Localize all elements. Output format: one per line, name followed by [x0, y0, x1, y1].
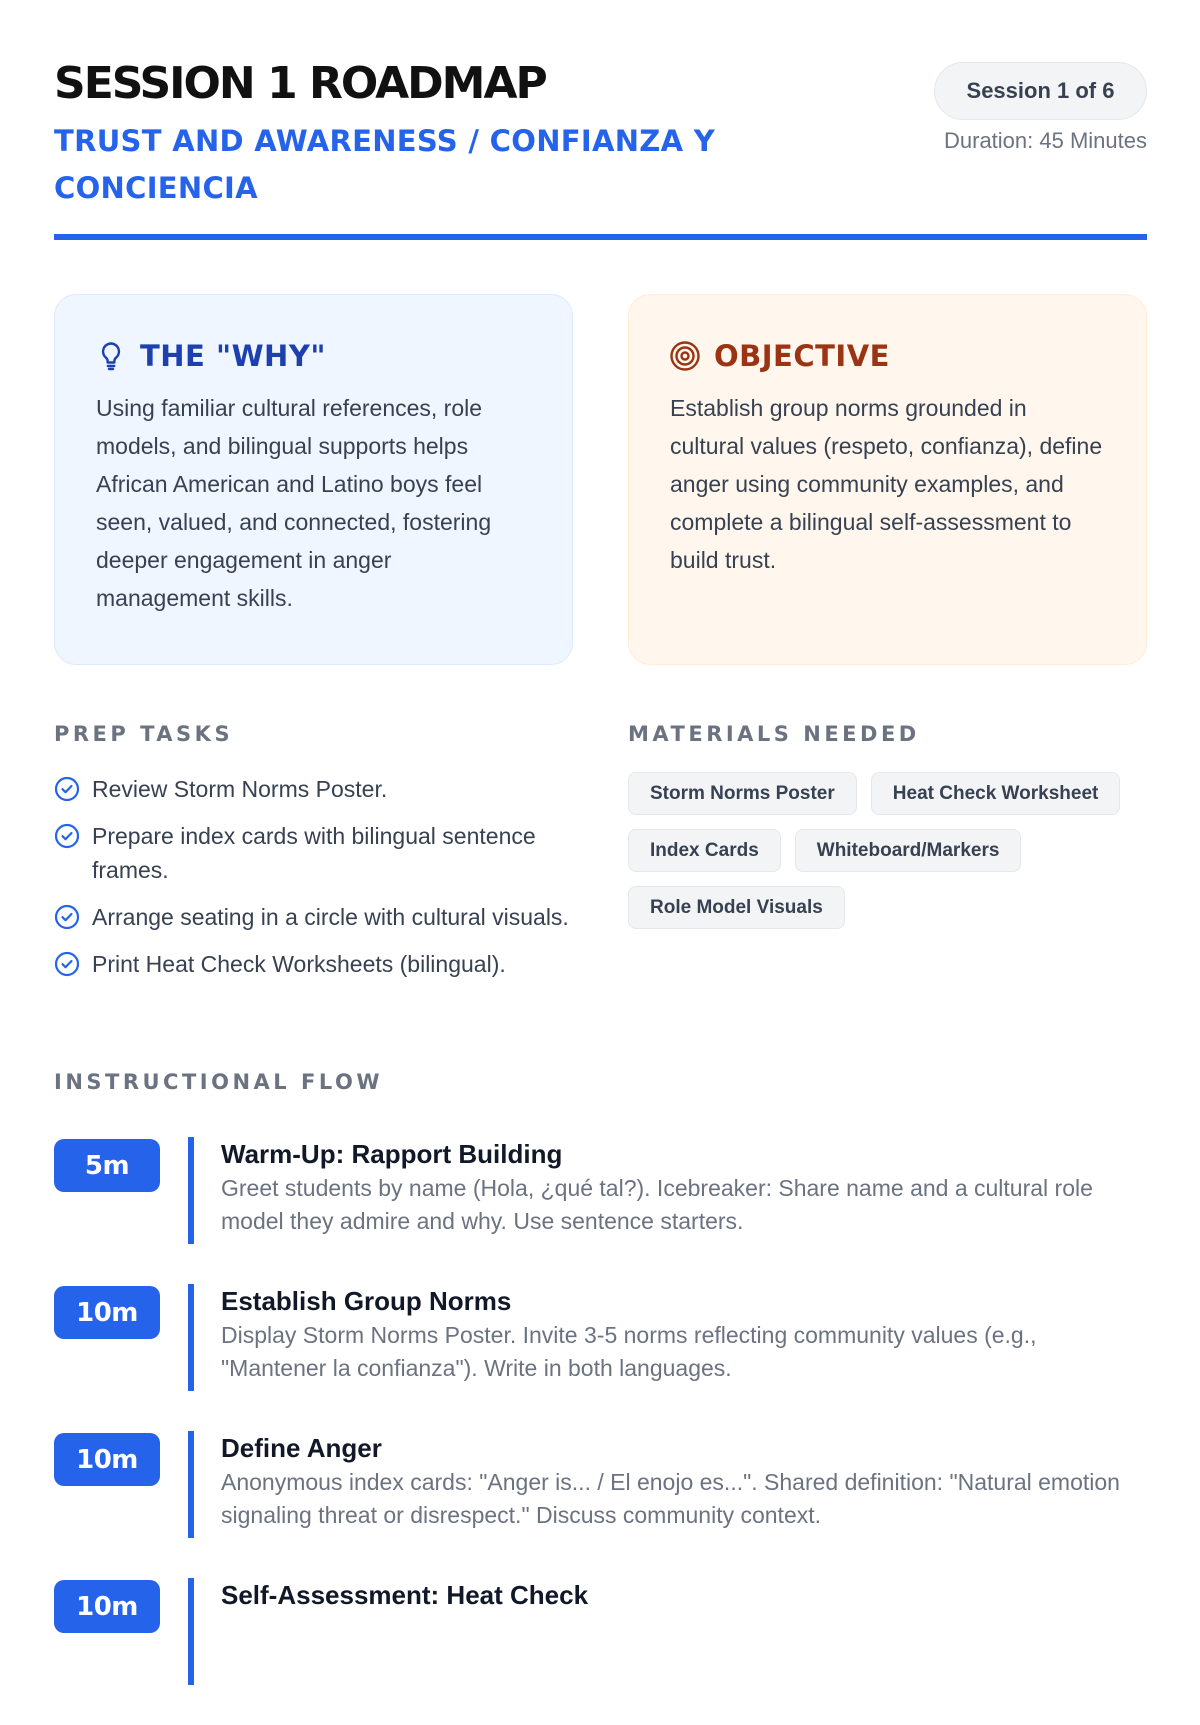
flow-step-content — [221, 1284, 1147, 1385]
instructional-flow — [54, 1137, 1147, 1725]
why-card-title: THE "WHY" — [140, 339, 326, 373]
page-title: SESSION 1 ROADMAP — [54, 58, 546, 109]
flow-step-description: Greet students by name (Hola, ¿qué tal?). Icebreaker: Share name and a cultural role model they admire and why. Use sentence starters. — [221, 1175, 1093, 1234]
flow-step-bar — [188, 1431, 194, 1538]
session-roadmap-page — [54, 0, 1147, 1622]
objective-card-header — [670, 337, 1106, 375]
flow-step — [54, 1284, 1147, 1431]
flow-step-bar — [188, 1284, 194, 1391]
page-subtitle: TRUST AND AWARENESS / CONFIANZA Y CONCIENCIA — [54, 124, 716, 205]
objective-card-title: OBJECTIVE — [714, 339, 890, 373]
target-icon — [670, 341, 700, 371]
flow-step-title: Define Anger — [221, 1433, 382, 1463]
flow-step-title: Self-Assessment: Heat Check — [221, 1580, 589, 1610]
flow-step — [54, 1431, 1147, 1578]
flow-step-title: Establish Group Norms — [221, 1286, 512, 1316]
time-badge: 5m — [54, 1139, 160, 1192]
material-tag: Whiteboard/Markers — [795, 829, 1022, 872]
material-tag: Index Cards — [628, 829, 781, 872]
check-circle-icon — [54, 904, 80, 930]
materials-label: MATERIALS NEEDED — [628, 722, 920, 746]
time-badge: 10m — [54, 1580, 160, 1633]
why-card — [54, 294, 573, 665]
session-badge: Session 1 of 6 — [934, 62, 1147, 120]
prep-task-text: Prepare index cards with bilingual sentence frames. — [92, 823, 536, 883]
check-circle-icon — [54, 951, 80, 977]
flow-step-title: Warm-Up: Rapport Building — [221, 1139, 563, 1169]
header-divider — [54, 234, 1147, 240]
flow-step-bar — [188, 1578, 194, 1685]
why-card-body: Using familiar cultural references, role models, and bilingual supports helps African American and Latino boys feel seen, valued, and connected, fostering deeper engagement in anger management skills. — [96, 395, 492, 611]
flow-step-content — [221, 1578, 1147, 1613]
prep-tasks-label: PREP TASKS — [54, 722, 234, 746]
time-badge: 10m — [54, 1286, 160, 1339]
material-tag: Heat Check Worksheet — [871, 772, 1121, 815]
objective-card-body: Establish group norms grounded in cultural values (respeto, confianza), define anger using community examples, and complete a bilingual self-assessment to build trust. — [670, 395, 1103, 573]
flow-step-content — [221, 1137, 1147, 1238]
prep-task-text: Print Heat Check Worksheets (bilingual). — [92, 951, 506, 977]
material-tag: Role Model Visuals — [628, 886, 845, 929]
prep-task-text: Arrange seating in a circle with cultural visuals. — [92, 904, 569, 930]
flow-step — [54, 1137, 1147, 1284]
prep-task-item — [54, 900, 594, 934]
duration-text: Duration: 45 Minutes — [944, 128, 1147, 153]
prep-task-item — [54, 772, 594, 806]
flow-step-description: Display Storm Norms Poster. Invite 3-5 norms reflecting community values (e.g., "Mantener la confianza"). Write in both languages. — [221, 1322, 1037, 1381]
prep-task-list — [54, 772, 594, 994]
flow-step-bar — [188, 1137, 194, 1244]
why-card-header — [96, 337, 532, 375]
header — [54, 58, 1147, 240]
lightbulb-icon — [96, 341, 126, 371]
time-badge: 10m — [54, 1433, 160, 1486]
check-circle-icon — [54, 823, 80, 849]
instructional-flow-label: INSTRUCTIONAL FLOW — [54, 1070, 383, 1094]
check-circle-icon — [54, 776, 80, 802]
flow-step-content — [221, 1431, 1147, 1532]
objective-card — [628, 294, 1147, 665]
prep-task-item — [54, 947, 594, 981]
flow-step — [54, 1578, 1147, 1725]
materials-tag-list — [628, 772, 1147, 929]
material-tag: Storm Norms Poster — [628, 772, 857, 815]
flow-step-description: Anonymous index cards: "Anger is... / El enojo es...". Shared definition: "Natural emotion signaling threat or disrespect." Discuss community context. — [221, 1469, 1120, 1528]
prep-task-item — [54, 819, 594, 887]
prep-task-text: Review Storm Norms Poster. — [92, 776, 388, 802]
